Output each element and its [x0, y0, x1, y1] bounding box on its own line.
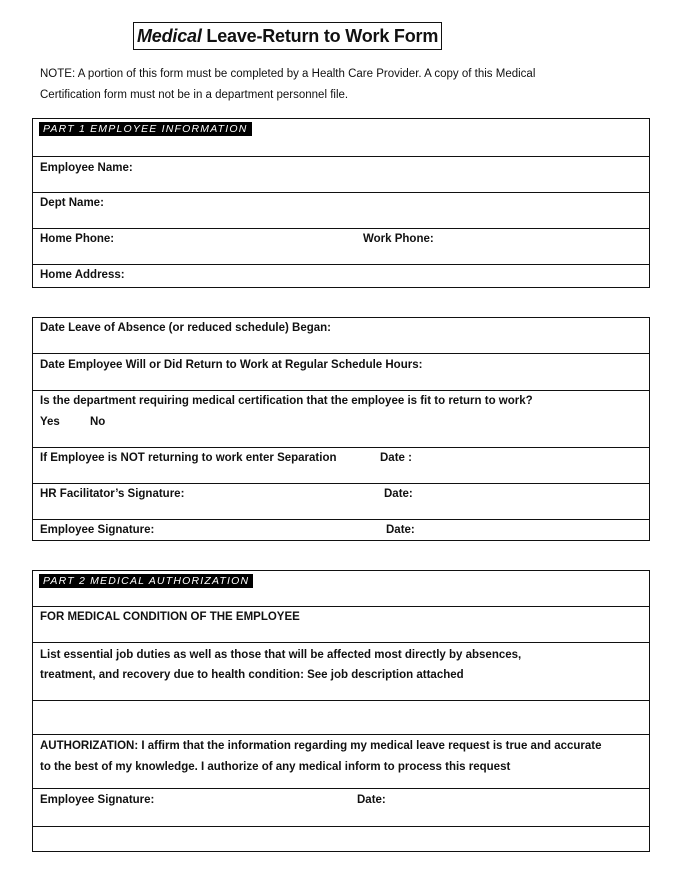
part2-last-row[interactable] — [33, 826, 649, 853]
separation-label: If Employee is NOT returning to work enter Separation — [40, 452, 337, 464]
dept-name-label: Dept Name: — [40, 197, 104, 209]
employee-signature-row[interactable] — [33, 519, 649, 542]
employee-signature-label: Employee Signature: — [40, 524, 155, 536]
part1-header-row — [33, 119, 649, 156]
employee-date-label: Date: — [386, 524, 415, 536]
authorization-text-1: I affirm that the information regarding my medical leave request is true and accurate — [138, 740, 602, 752]
work-phone-label: Work Phone: — [363, 233, 434, 245]
note-line-1: NOTE: A portion of this form must be completed by a Health Care Provider. A copy of this Medical — [40, 68, 536, 80]
separation-date-label: Date : — [380, 452, 412, 464]
leave-began-row[interactable] — [33, 318, 649, 353]
leave-began-label: Date Leave of Absence (or reduced schedule) Began: — [40, 322, 331, 334]
authorization-line-1 — [40, 740, 602, 752]
no-option[interactable]: No — [90, 416, 106, 428]
employee-name-label: Employee Name: — [40, 162, 133, 174]
condition-label: FOR MEDICAL CONDITION OF THE EMPLOYEE — [40, 611, 300, 623]
part2-signature-row[interactable] — [33, 788, 649, 826]
note — [40, 64, 640, 106]
separation-row[interactable] — [33, 447, 649, 483]
phone-row[interactable] — [33, 228, 649, 264]
part2-section — [32, 570, 650, 852]
condition-row — [33, 606, 649, 642]
home-address-row[interactable] — [33, 264, 649, 289]
authorization-row — [33, 734, 649, 788]
note-line-2: Certification form must not be in a department personnel file. — [40, 89, 349, 101]
hr-date-label: Date: — [384, 488, 413, 500]
form-title — [133, 22, 442, 50]
return-date-row[interactable] — [33, 353, 649, 390]
authorization-line-2: to the best of my knowledge. I authorize of any medical inform to process this request — [40, 761, 511, 773]
blank-row[interactable] — [33, 700, 649, 734]
part1-header: PART 1 EMPLOYEE INFORMATION — [39, 122, 252, 136]
dept-name-row[interactable] — [33, 192, 649, 228]
job-duties-line-2: treatment, and recovery due to health condition: See job description attached — [40, 669, 464, 681]
part1-section — [32, 118, 650, 288]
hr-signature-label: HR Facilitator’s Signature: — [40, 488, 185, 500]
certification-row[interactable] — [33, 390, 649, 447]
title-rest: Leave-Return to Work Form — [201, 26, 439, 46]
leave-section — [32, 317, 650, 541]
return-date-label: Date Employee Will or Did Return to Work at Regular Schedule Hours: — [40, 359, 423, 371]
yes-option[interactable]: Yes — [40, 416, 60, 428]
employee-name-row[interactable] — [33, 156, 649, 192]
certification-question: Is the department requiring medical certification that the employee is fit to return to work? — [40, 395, 533, 407]
job-duties-row[interactable] — [33, 642, 649, 700]
title-italic: Medical — [137, 26, 202, 46]
part2-header-row — [33, 571, 649, 606]
home-phone-label: Home Phone: — [40, 233, 115, 245]
part2-header: PART 2 MEDICAL AUTHORIZATION — [39, 574, 253, 588]
home-address-label: Home Address: — [40, 269, 125, 281]
part2-date-label: Date: — [357, 794, 386, 806]
part2-employee-signature-label: Employee Signature: — [40, 794, 155, 806]
authorization-label: AUTHORIZATION: — [40, 740, 139, 752]
hr-signature-row[interactable] — [33, 483, 649, 519]
job-duties-line-1: List essential job duties as well as those that will be affected most directly by absences, — [40, 649, 522, 661]
